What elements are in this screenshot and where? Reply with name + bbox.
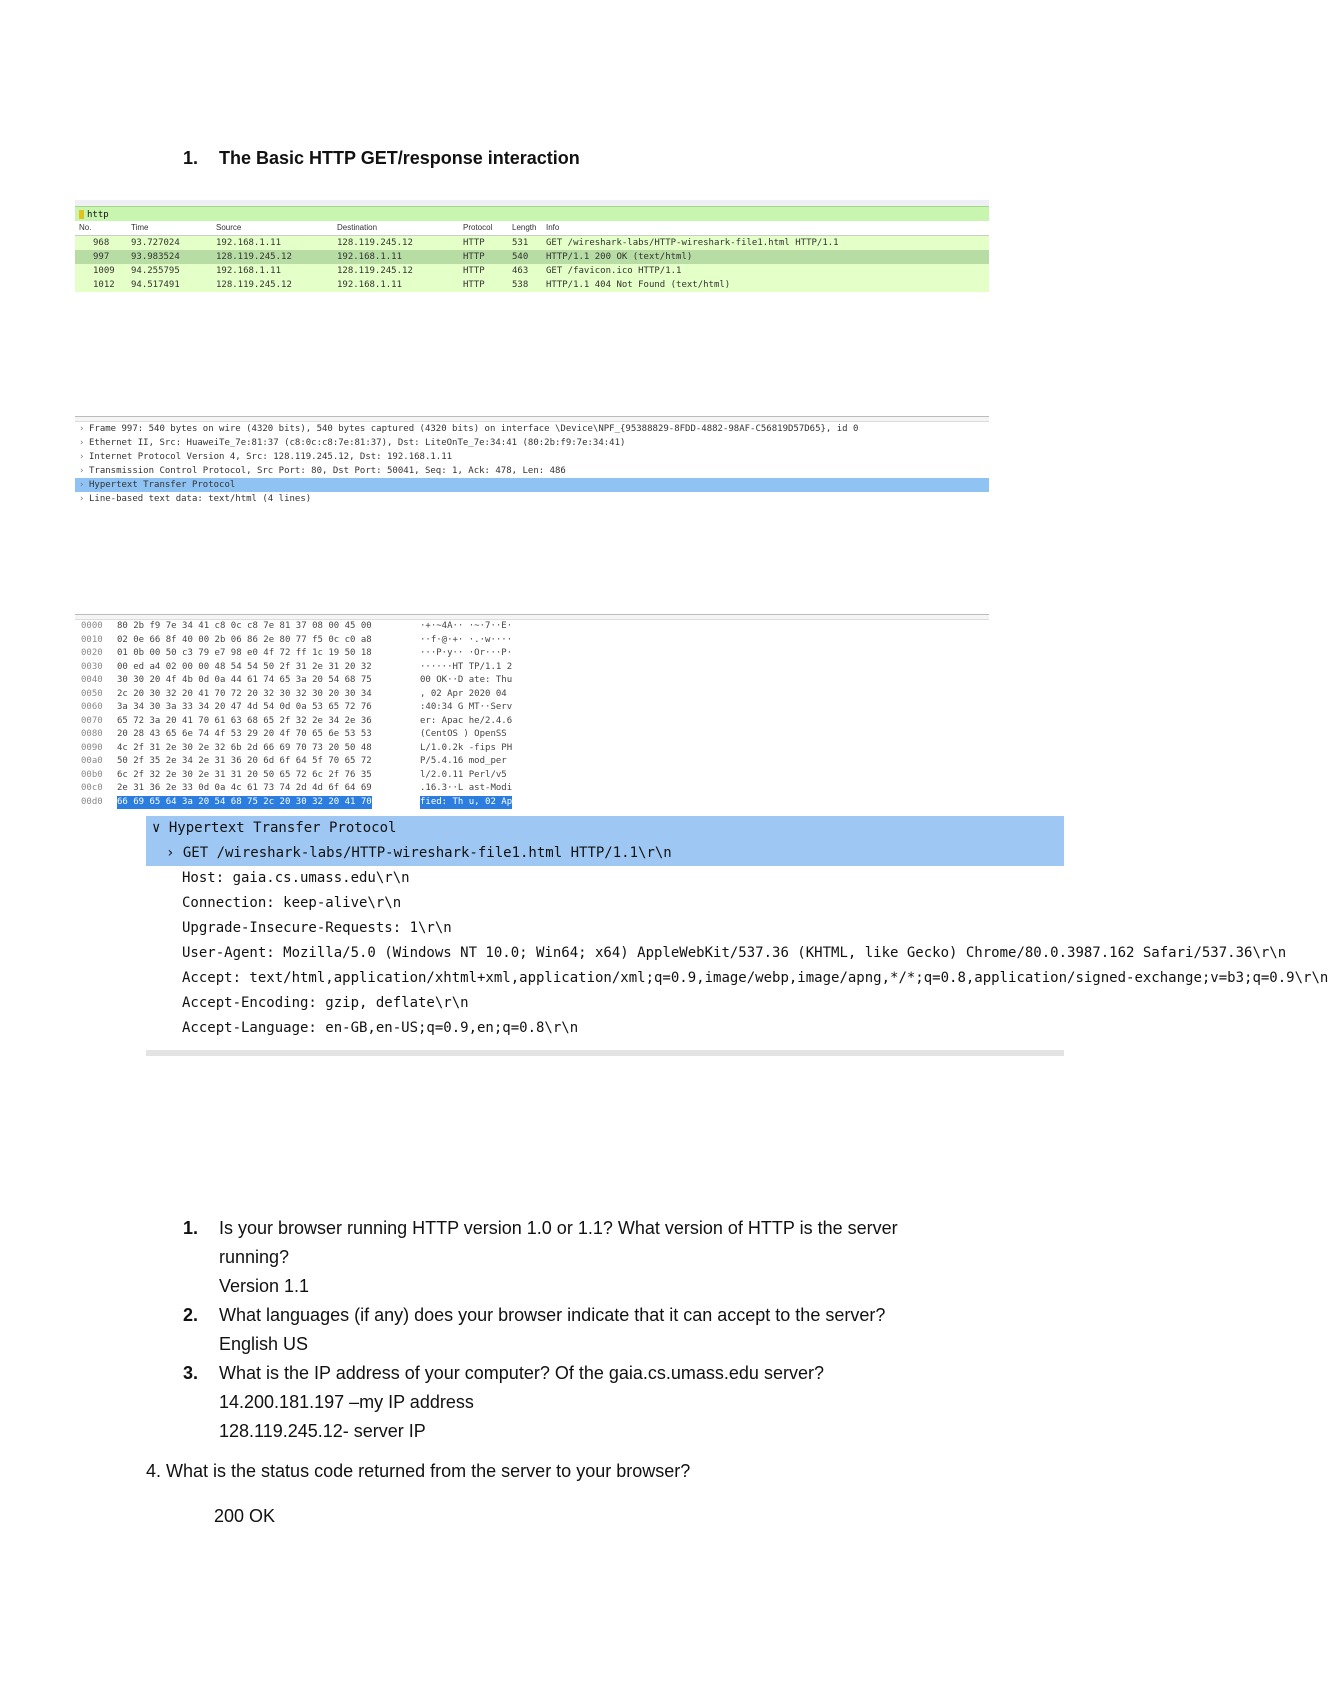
http-request-screenshot bbox=[146, 816, 1328, 1056]
section-heading bbox=[183, 148, 580, 169]
cell-protocol: HTTP bbox=[463, 252, 485, 262]
packet-row[interactable] bbox=[75, 278, 989, 292]
cell-protocol: HTTP bbox=[463, 238, 485, 248]
hex-bytes: 80 2b f9 7e 34 41 c8 0c c8 7e 81 37 08 00 45 00 bbox=[117, 621, 372, 631]
cell-time: 94.255795 bbox=[131, 266, 180, 276]
hex-bytes: 2c 20 30 32 20 41 70 72 20 32 30 32 30 20 30 34 bbox=[117, 688, 372, 699]
chevron-right-icon: › bbox=[79, 438, 85, 448]
hex-ascii: L/1.0.2k -fips PH bbox=[420, 742, 513, 753]
cell-info: HTTP/1.1 404 Not Found (text/html) bbox=[546, 280, 731, 290]
chevron-right-icon: › bbox=[166, 845, 183, 861]
question-4: 4. What is the status code returned from the server to your browser? bbox=[146, 1461, 691, 1481]
http-header-label: Hypertext Transfer Protocol bbox=[168, 820, 397, 836]
packet-row[interactable] bbox=[75, 264, 989, 278]
heading-number: 1. bbox=[183, 148, 199, 168]
hex-bytes: 65 72 3a 20 41 70 61 63 68 65 2f 32 2e 34 2e 36 bbox=[117, 715, 372, 726]
detail-rows bbox=[75, 422, 989, 506]
hex-offset: 0020 bbox=[81, 648, 103, 658]
packet-details-screenshot bbox=[75, 416, 989, 506]
cell-no: 1012 bbox=[93, 280, 115, 290]
question-number: 3. bbox=[183, 1363, 199, 1383]
packet-list-screenshot bbox=[75, 200, 989, 300]
detail-text: Internet Protocol Version 4, Src: 128.119.245.12, Dst: 192.168.1.11 bbox=[89, 452, 453, 462]
question-item bbox=[183, 1301, 1043, 1359]
hex-bytes: 6c 2f 32 2e 30 2e 31 31 20 50 65 72 6c 2f 76 35 bbox=[117, 769, 372, 780]
hex-offset: 00d0 bbox=[81, 796, 103, 807]
question-number: 2. bbox=[183, 1305, 199, 1325]
col-time[interactable]: Time bbox=[131, 223, 149, 232]
hex-row[interactable] bbox=[75, 674, 989, 688]
cell-info: GET /wireshark-labs/HTTP-wireshark-file1.html HTTP/1.1 bbox=[546, 238, 839, 248]
chevron-right-icon: › bbox=[79, 424, 85, 434]
packet-row[interactable] bbox=[75, 250, 989, 264]
detail-text: Hypertext Transfer Protocol bbox=[89, 480, 236, 490]
hex-dump-screenshot bbox=[75, 614, 989, 810]
detail-row[interactable] bbox=[75, 464, 989, 478]
cell-source: 192.168.1.11 bbox=[216, 266, 282, 276]
cell-info: GET /favicon.ico HTTP/1.1 bbox=[546, 266, 682, 276]
detail-text: Ethernet II, Src: HuaweiTe_7e:81:37 (c8:0c:c8:7e:81:37), Dst: LiteOnTe_7e:34:41 (80:2b:f9:7e:34:41) bbox=[89, 438, 626, 448]
http-field[interactable]: Connection: keep-alive\r\n bbox=[182, 895, 402, 911]
col-protocol[interactable]: Protocol bbox=[463, 223, 493, 232]
hex-offset: 0010 bbox=[81, 634, 103, 645]
hex-bytes: 00 ed a4 02 00 00 48 54 54 50 2f 31 2e 31 20 32 bbox=[117, 661, 372, 672]
display-filter-text: http bbox=[87, 210, 109, 220]
hex-row[interactable] bbox=[75, 715, 989, 729]
chevron-right-icon: › bbox=[79, 466, 85, 476]
hex-rows bbox=[75, 620, 989, 809]
hex-row[interactable] bbox=[75, 796, 989, 810]
question-line: Version 1.1 bbox=[219, 1276, 310, 1296]
hex-offset: 0050 bbox=[81, 688, 103, 699]
packet-rows bbox=[75, 236, 989, 292]
detail-text: Frame 997: 540 bytes on wire (4320 bits), 540 bytes captured (4320 bits) on interface \Device\NPF_{95388829-8FDD-4882-98AF-C56819D57D65}, id 0 bbox=[89, 424, 859, 434]
question-text: Is your browser running HTTP version 1.0 or 1.1? What version of HTTP is the server bbox=[219, 1218, 898, 1238]
hex-offset: 0080 bbox=[81, 729, 103, 739]
chevron-right-icon: › bbox=[79, 494, 85, 504]
hex-ascii: , 02 Apr 2020 04 bbox=[420, 688, 507, 699]
cell-destination: 192.168.1.11 bbox=[337, 252, 403, 262]
cell-no: 997 bbox=[93, 252, 110, 262]
hex-ascii: er: Apac he/2.4.6 bbox=[420, 715, 513, 726]
cell-length: 463 bbox=[512, 266, 529, 276]
http-field[interactable]: Accept: text/html,application/xhtml+xml,application/xml;q=0.9,image/webp,image/apng,*/*;q=0.8,application/signed-exchange;v=b3;q=0.9\r\n bbox=[182, 970, 1328, 986]
hex-row[interactable] bbox=[75, 755, 989, 769]
hex-bytes: 01 0b 00 50 c3 79 e7 98 e0 4f 72 ff 1c 19 50 18 bbox=[117, 648, 372, 658]
hex-ascii: (CentOS ) OpenSS bbox=[420, 729, 507, 739]
hex-row[interactable] bbox=[75, 647, 989, 661]
hex-ascii: .16.3··L ast-Modi bbox=[420, 783, 513, 793]
http-field[interactable]: Upgrade-Insecure-Requests: 1\r\n bbox=[182, 920, 452, 936]
question-text: What is the IP address of your computer? Of the gaia.cs.umass.edu server? bbox=[219, 1363, 824, 1383]
hex-bytes: 66 69 65 64 3a 20 54 68 75 2c 20 30 32 20 41 70 bbox=[117, 796, 372, 810]
hex-offset: 0030 bbox=[81, 661, 103, 672]
cell-length: 531 bbox=[512, 238, 529, 248]
http-field[interactable]: Accept-Language: en-GB,en-US;q=0.9,en;q=0.8\r\n bbox=[182, 1020, 579, 1036]
question-line: 128.119.245.12- server IP bbox=[219, 1421, 426, 1441]
hex-bytes: 20 28 43 65 6e 74 4f 53 29 20 4f 70 65 6e 53 53 bbox=[117, 729, 372, 739]
chevron-right-icon: › bbox=[79, 480, 85, 490]
cell-time: 93.983524 bbox=[131, 252, 180, 262]
detail-row[interactable] bbox=[75, 422, 989, 436]
cell-time: 94.517491 bbox=[131, 280, 180, 290]
cell-protocol: HTTP bbox=[463, 280, 485, 290]
hex-offset: 0000 bbox=[81, 621, 103, 631]
cell-no: 968 bbox=[93, 238, 110, 248]
col-destination[interactable]: Destination bbox=[337, 223, 378, 232]
chevron-right-icon: › bbox=[79, 452, 85, 462]
display-filter-bar[interactable] bbox=[75, 206, 989, 221]
chevron-down-icon: ∨ bbox=[152, 820, 169, 836]
hex-ascii: :40:34 G MT··Serv bbox=[420, 702, 513, 712]
cell-destination: 192.168.1.11 bbox=[337, 280, 403, 290]
hex-bytes: 02 0e 66 8f 40 00 2b 06 86 2e 80 77 f5 0c c0 a8 bbox=[117, 634, 372, 645]
hex-offset: 0040 bbox=[81, 675, 103, 685]
question-line: running? bbox=[219, 1247, 290, 1267]
detail-row[interactable] bbox=[75, 478, 989, 492]
hex-ascii: 00 OK··D ate: Thu bbox=[420, 675, 513, 685]
hex-ascii: ···P·y·· ·Or···P· bbox=[420, 648, 513, 658]
question-line: English US bbox=[219, 1334, 309, 1354]
cell-length: 540 bbox=[512, 252, 529, 262]
hex-ascii: ·+·~4A·· ·~·7··E· bbox=[420, 621, 513, 631]
hex-bytes: 50 2f 35 2e 34 2e 31 36 20 6d 6f 64 5f 70 65 72 bbox=[117, 756, 372, 766]
hex-ascii: ······HT TP/1.1 2 bbox=[420, 661, 513, 672]
hex-offset: 0090 bbox=[81, 742, 103, 753]
cell-source: 128.119.245.12 bbox=[216, 252, 292, 262]
cell-source: 128.119.245.12 bbox=[216, 280, 292, 290]
hex-row[interactable] bbox=[75, 620, 989, 634]
detail-text: Line-based text data: text/html (4 lines) bbox=[89, 494, 312, 504]
question-number: 1. bbox=[183, 1218, 199, 1238]
hex-row[interactable] bbox=[75, 661, 989, 675]
cell-length: 538 bbox=[512, 280, 529, 290]
http-field[interactable]: Host: gaia.cs.umass.edu\r\n bbox=[182, 870, 410, 886]
http-fields bbox=[146, 866, 1328, 1041]
col-length[interactable]: Length bbox=[512, 223, 537, 232]
hex-bytes: 30 30 20 4f 4b 0d 0a 44 61 74 65 3a 20 54 68 75 bbox=[117, 675, 372, 685]
col-no[interactable]: No. bbox=[79, 223, 92, 232]
cell-protocol: HTTP bbox=[463, 266, 485, 276]
col-info[interactable]: Info bbox=[546, 223, 560, 232]
hex-row[interactable] bbox=[75, 769, 989, 783]
hex-ascii: ··f·@·+· ·.·w···· bbox=[420, 634, 513, 645]
detail-row[interactable] bbox=[75, 450, 989, 464]
question-line: 14.200.181.197 –my IP address bbox=[219, 1392, 474, 1412]
heading-text: The Basic HTTP GET/response interaction bbox=[219, 148, 580, 168]
detail-row[interactable] bbox=[75, 436, 989, 450]
hex-offset: 0070 bbox=[81, 715, 103, 726]
cell-time: 93.727024 bbox=[131, 238, 180, 248]
hex-offset: 00a0 bbox=[81, 756, 103, 766]
http-tree-header[interactable] bbox=[146, 816, 1064, 841]
cell-no: 1009 bbox=[93, 266, 115, 276]
http-get-text: GET /wireshark-labs/HTTP-wireshark-file1.html HTTP/1.1\r\n bbox=[182, 845, 672, 861]
scrollbar-track[interactable] bbox=[146, 1050, 1064, 1056]
packet-list-header bbox=[75, 221, 989, 236]
cell-destination: 128.119.245.12 bbox=[337, 266, 413, 276]
hex-row[interactable] bbox=[75, 728, 989, 742]
question-text: What languages (if any) does your browser indicate that it can accept to the server? bbox=[219, 1305, 886, 1325]
hex-bytes: 3a 34 30 3a 33 34 20 47 4d 54 0d 0a 53 65 72 76 bbox=[117, 702, 372, 712]
http-get-line[interactable] bbox=[146, 841, 1064, 866]
hex-row[interactable] bbox=[75, 742, 989, 756]
cell-info: HTTP/1.1 200 OK (text/html) bbox=[546, 252, 693, 262]
hex-ascii: fied: Th u, 02 Ap bbox=[420, 796, 512, 810]
hex-ascii: l/2.0.11 Perl/v5 bbox=[420, 769, 507, 780]
hex-bytes: 4c 2f 31 2e 30 2e 32 6b 2d 66 69 70 73 20 50 48 bbox=[117, 742, 372, 753]
detail-text: Transmission Control Protocol, Src Port: 80, Dst Port: 50041, Seq: 1, Ack: 478, Len: 486 bbox=[89, 466, 566, 476]
hex-offset: 00b0 bbox=[81, 769, 103, 780]
hex-offset: 00c0 bbox=[81, 783, 103, 793]
question-item bbox=[183, 1214, 1043, 1301]
hex-row[interactable] bbox=[75, 688, 989, 702]
hex-row[interactable] bbox=[75, 782, 989, 796]
http-field[interactable]: User-Agent: Mozilla/5.0 (Windows NT 10.0; Win64; x64) AppleWebKit/537.36 (KHTML, like Gecko) Chrome/80.0.3987.162 Safari/537.36\r\n bbox=[182, 945, 1287, 961]
hex-offset: 0060 bbox=[81, 702, 103, 712]
question-list bbox=[183, 1214, 1043, 1446]
packet-row[interactable] bbox=[75, 236, 989, 250]
hex-ascii: P/5.4.16 mod_per bbox=[420, 756, 507, 766]
cell-destination: 128.119.245.12 bbox=[337, 238, 413, 248]
cell-source: 192.168.1.11 bbox=[216, 238, 282, 248]
detail-row[interactable] bbox=[75, 492, 989, 506]
hex-row[interactable] bbox=[75, 701, 989, 715]
http-field[interactable]: Accept-Encoding: gzip, deflate\r\n bbox=[182, 995, 469, 1011]
question-item bbox=[183, 1359, 1043, 1446]
hex-row[interactable] bbox=[75, 634, 989, 648]
hex-bytes: 2e 31 36 2e 33 0d 0a 4c 61 73 74 2d 4d 6f 64 69 bbox=[117, 783, 372, 793]
col-source[interactable]: Source bbox=[216, 223, 242, 232]
bookmark-icon bbox=[79, 210, 84, 219]
answer-4: 200 OK bbox=[214, 1506, 276, 1526]
